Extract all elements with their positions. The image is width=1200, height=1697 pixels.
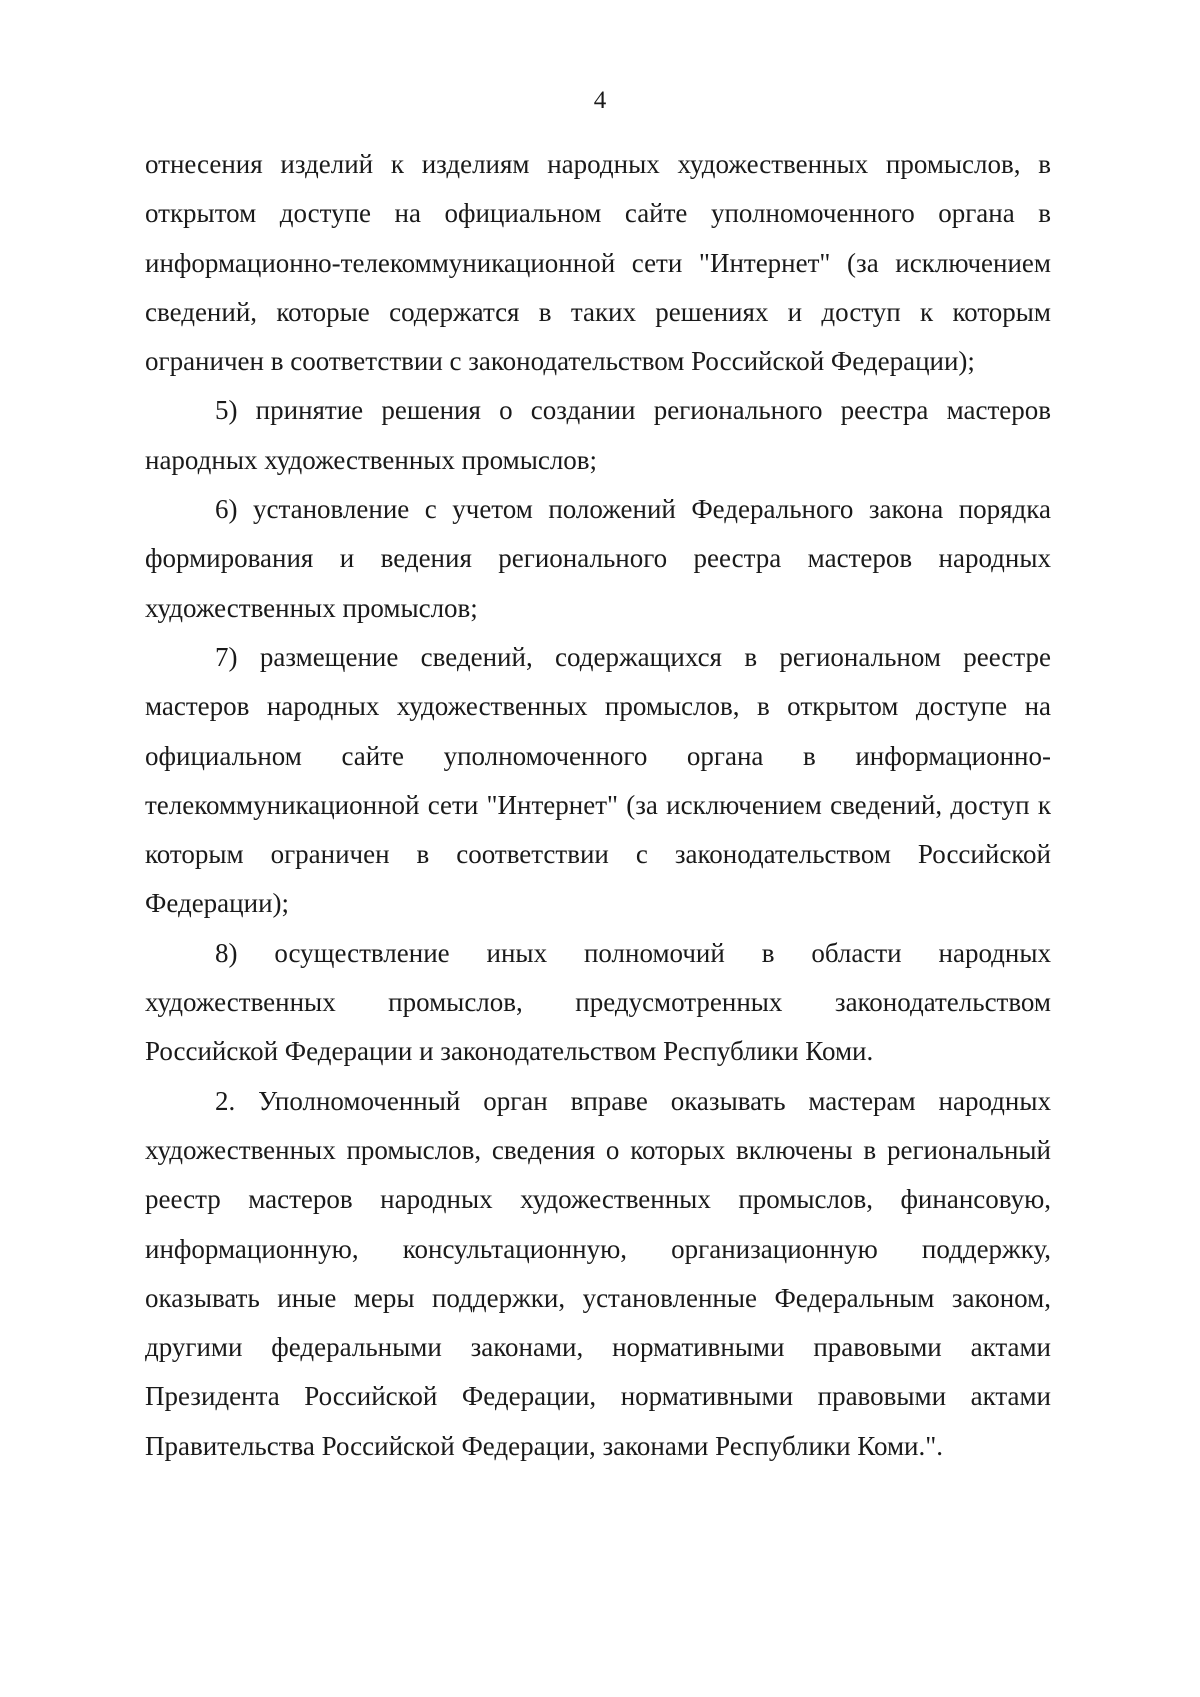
paragraph-item-7: 7) размещение сведений, содержащихся в региональном реестре мастеров народных художественных промыслов, в открытом доступе на официальном сайте уполномоченного органа в информационно-телекоммуникационной сети "Интернет" (за исключением сведений, доступ к которым ограничен в соответствии с законодательством Российской Федерации); <box>145 641 1051 919</box>
page-number: 4 <box>593 87 607 114</box>
paragraph-item-5: 5) принятие решения о создании регионального реестра мастеров народных художественных промыслов; <box>145 395 1051 475</box>
paragraph-continuation: отнесения изделий к изделиям народных художественных промыслов, в открытом доступе на официальном сайте уполномоченного органа в информационно-телекоммуникационной сети "Интернет" (за исключением сведений, которые содержатся в таких решениях и доступ к которым ограничен в соответствии с законодательством Российской Федерации); <box>145 149 1051 377</box>
paragraph-item-8: 8) осуществление иных полномочий в области народных художественных промыслов, предусмотренных законодательством Российской Федерации и законодательством Республики Коми. <box>145 937 1051 1067</box>
paragraph-item-6: 6) установление с учетом положений Федерального закона порядка формирования и ведения регионального реестра мастеров народных художественных промыслов; <box>145 494 1051 623</box>
document-body <box>145 140 1051 1471</box>
paragraph-section-2: 2. Уполномоченный орган вправе оказывать мастерам народных художественных промыслов, сведения о которых включены в региональный реестр мастеров народных художественных промыслов, финансовую, информационную, консультационную, организационную поддержку, оказывать иные меры поддержки, установленные Федеральным законом, другими федеральными законами, нормативными правовыми актами Президента Российской Федерации, нормативными правовыми актами Правительства Российской Федерации, законами Республики Коми.". <box>145 1085 1051 1461</box>
